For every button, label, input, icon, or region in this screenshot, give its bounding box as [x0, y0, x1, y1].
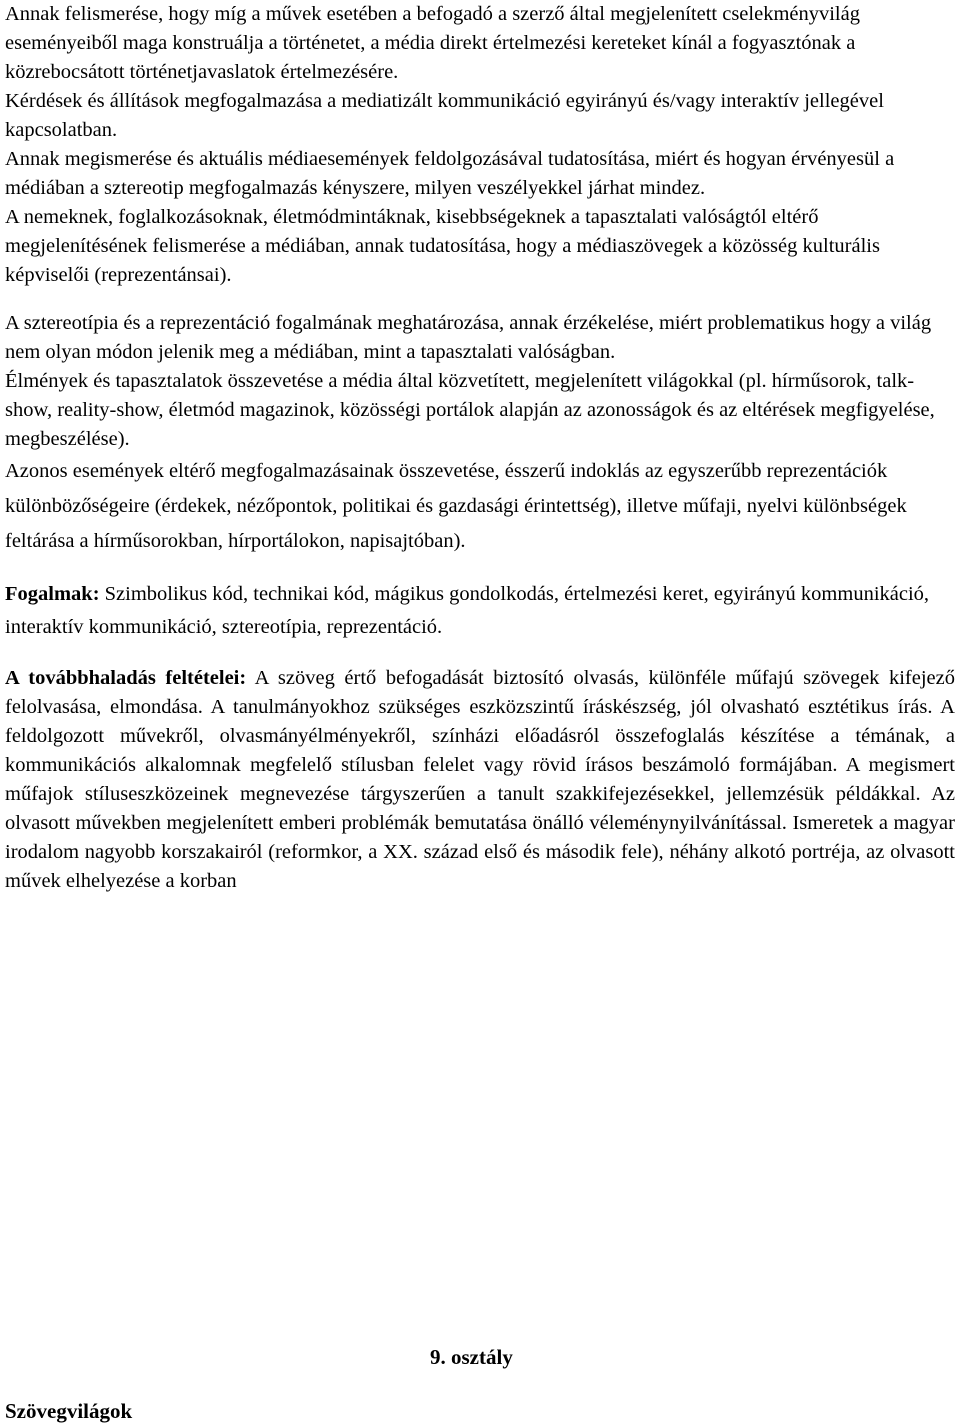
paragraph-5: A sztereotípia és a reprezentáció fogalmának meghatározása, annak érzékelése, miért problematikus hogy a világ nem olyan módon jelenik meg a médiában, mint a tapasztalati valóságban.: [5, 312, 932, 363]
paragraph-4: A nemeknek, foglalkozásoknak, életmódmintáknak, kisebbségeknek a tapasztalati valóságtól eltérő megjelenítésének felismerése a médiában, annak tudatosítása, hogy a médiaszövegek a közösség kulturális képviselői (reprezentánsai).: [5, 206, 880, 286]
concepts-text: Szimbolikus kód, technikai kód, mágikus gondolkodás, értelmezési keret, egyirányú kommunikáció, interaktív kommunikáció, sztereotípia, reprezentáció.: [5, 583, 930, 638]
section-heading: Szövegvilágok: [5, 1399, 133, 1423]
paragraph-2: Kérdések és állítások megfogalmazása a mediatizált kommunikáció egyirányú és/vagy interaktív jellegével kapcsolatban.: [5, 90, 884, 141]
concepts-label: Fogalmak:: [5, 583, 100, 605]
progression-text: A szöveg értő befogadását biztosító olvasás, különféle műfajú szövegek kifejező felolvasása, elmondása. A tanulmányokhoz szükséges eszközszintű íráskészség, jól olvasható esztétikus írás. A feldolgozott művekről, olvasmányélményekről, színházi előadásról összefoglalás készítése a témának, a kommunikációs alkalomnak megfelelő stílusban felelet vagy rövid írásos beszámoló formájában. A megismert műfajok stíluseszközeinek megnevezése tárgyszerűen a tanult szakkifejezésekkel, jellemzésük példákkal. Az olvasott művekben megjelenített emberi problémák bemutatása önálló véleménynyilvánítással. Ismeretek a magyar irodalom nagyobb korszakairól (reformkor, a XX. század első és második fele), néhány alkotó portréja, az olvasott művek elhelyezése a korban: [5, 667, 955, 892]
progression-label: A továbbhaladás feltételei:: [5, 667, 247, 689]
document-body: [5, 0, 955, 896]
paragraph-3: Annak megismerése és aktuális médiaesemények feldolgozásával tudatosítása, miért és hogyan érvényesül a médiában a sztereotip megfogalmazás kényszere, milyen veszélyekkel járhat mindez.: [5, 148, 895, 199]
concepts-paragraph: [5, 578, 955, 644]
paragraph-7: Azonos események eltérő megfogalmazásainak összevetése, ésszerű indoklás az egyszerűbb reprezentációk különbözőségeire (érdekek, nézőpontok, politikai és gazdasági érintettség), illetve műfaji, nyelvi különbségek feltárása a hírműsorokban, hírportálokon, napisajtóban).: [5, 460, 907, 552]
grade-heading: 9. osztály: [430, 1345, 513, 1369]
progression-paragraph: [5, 664, 955, 896]
paragraph-6: Élmények és tapasztalatok összevetése a média által közvetített, megjelenített világokkal (pl. hírműsorok, talk-show, reality-show, életmód magazinok, közösségi portálok alapján az azonosságok és az eltérések megfigyelése, megbeszélése).: [5, 370, 935, 450]
paragraph-1: Annak felismerése, hogy míg a művek esetében a befogadó a szerző által megjelenített cselekményvilág eseményeiből maga konstruálja a történetet, a média direkt értelmezési kereteket kínál a fogyasztónak a közrebocsátott történetjavaslatok értelmezésére.: [5, 3, 860, 83]
